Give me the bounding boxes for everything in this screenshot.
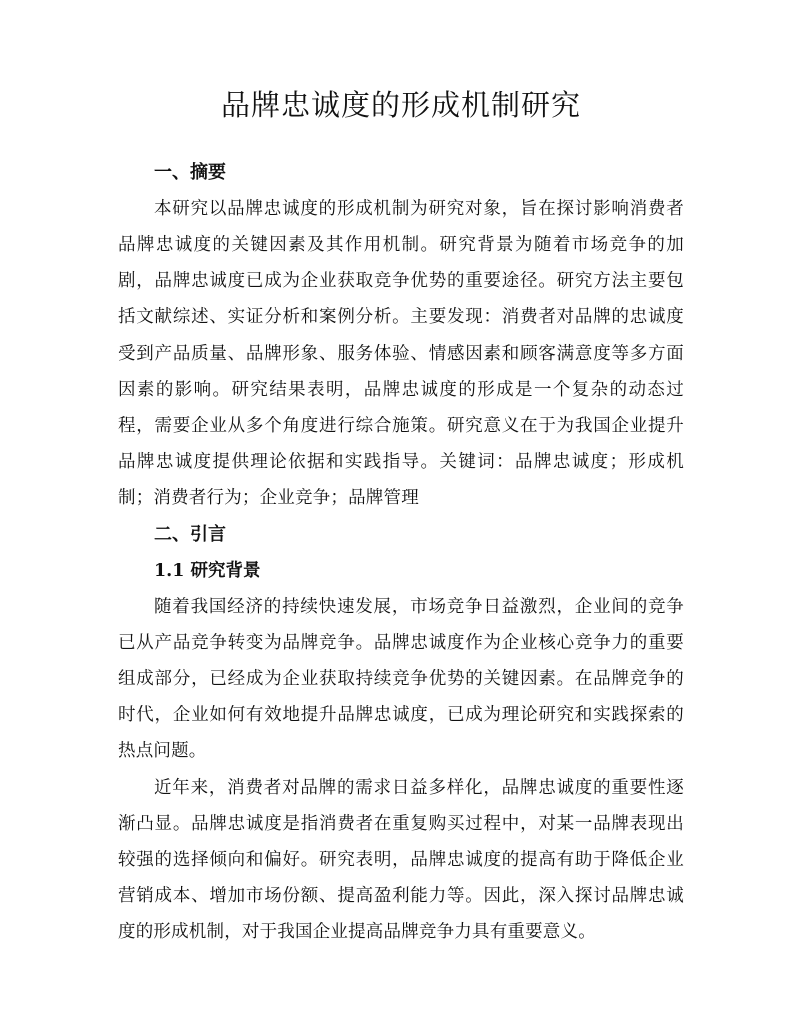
section-heading-abstract: 一、摘要: [154, 161, 226, 183]
section-introduction: [118, 517, 684, 951]
document-title: 品牌忠诚度的形成机制研究: [220, 88, 581, 122]
abstract-paragraph: 本研究以品牌忠诚度的形成机制为研究对象，旨在探讨影响消费者品牌忠诚度的关键因素及其作用机制。研究背景为随着市场竞争的加剧，品牌忠诚度已成为企业获取竞争优势的重要途径。研究方法主要包括文献综述、实证分析和案例分析。主要发现：消费者对品牌的忠诚度受到产品质量、品牌形象、服务体验、情感因素和顾客满意度等多方面因素的影响。研究结果表明，品牌忠诚度的形成是一个复杂的动态过程，需要企业从多个角度进行综合施策。研究意义在于为我国企业提升品牌忠诚度提供理论依据和实践指导。关键词：品牌忠诚度；形成机制；消费者行为；企业竞争；品牌管理: [118, 198, 684, 509]
document-page: [118, 88, 684, 951]
background-paragraph-2: 近年来，消费者对品牌的需求日益多样化，品牌忠诚度的重要性逐渐凸显。品牌忠诚度是指消费者在重复购买过程中，对某一品牌表现出较强的选择倾向和偏好。研究表明，品牌忠诚度的提高有助于降低企业营销成本、增加市场份额、提高盈利能力等。因此，深入探讨品牌忠诚度的形成机制，对于我国企业提高品牌竞争力具有重要意义。: [118, 777, 684, 943]
background-paragraph-1: 随着我国经济的持续快速发展，市场竞争日益激烈，企业间的竞争已从产品竞争转变为品牌竞争。品牌忠诚度作为企业核心竞争力的重要组成部分，已经成为企业获取持续竞争优势的关键因素。在品牌竞争的时代，企业如何有效地提升品牌忠诚度，已成为理论研究和实践探索的热点问题。: [118, 596, 684, 762]
subsection-heading-background: 1.1 研究背景: [154, 560, 261, 581]
section-abstract: [118, 155, 684, 517]
section-heading-introduction: 二、引言: [154, 523, 226, 545]
